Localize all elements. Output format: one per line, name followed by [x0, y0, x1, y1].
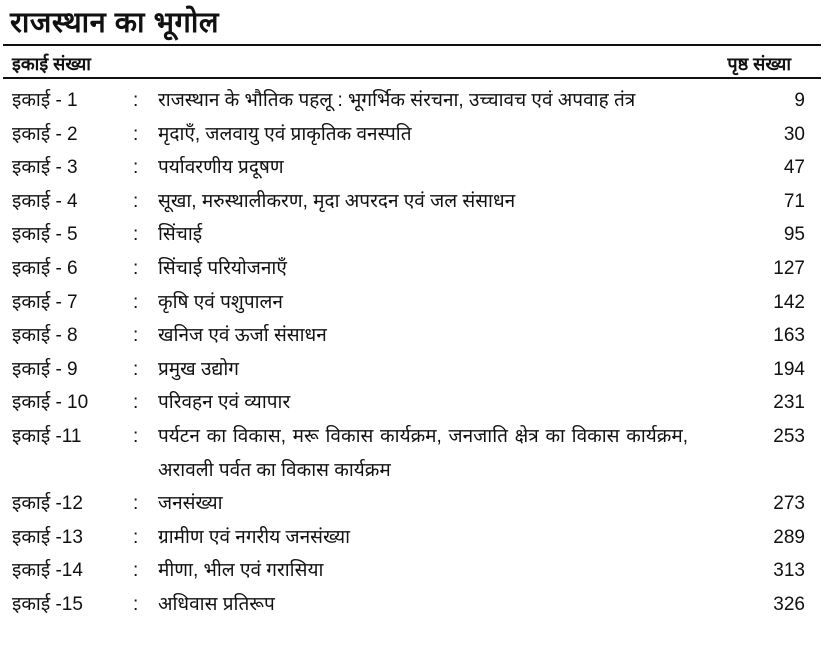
topic-title: खनिज एवं ऊर्जा संसाधन	[158, 325, 327, 347]
separator: :	[133, 392, 139, 414]
separator: :	[133, 526, 139, 548]
separator: :	[133, 257, 139, 279]
toc-entry[interactable]	[0, 185, 824, 219]
topic-title: मीणा, भील एवं गरासिया	[158, 560, 324, 582]
toc-entry[interactable]	[0, 319, 824, 353]
unit-label: इकाई - 4	[12, 190, 78, 212]
topic-title: ग्रामीण एवं नगरीय जनसंख्या	[158, 526, 351, 548]
separator: :	[133, 123, 139, 145]
title-divider	[3, 44, 821, 46]
page-number: 194	[773, 358, 805, 380]
toc-entry[interactable]	[0, 151, 824, 185]
page-number: 253	[773, 425, 805, 447]
unit-label: इकाई -15	[12, 593, 83, 615]
page-number: 231	[773, 392, 805, 414]
unit-label: इकाई -11	[12, 425, 82, 447]
toc-entry[interactable]	[0, 386, 824, 420]
unit-label: इकाई - 10	[12, 392, 89, 414]
separator: :	[133, 560, 139, 582]
unit-label: इकाई - 7	[12, 291, 78, 313]
separator: :	[133, 493, 139, 515]
unit-label: इकाई - 3	[12, 157, 78, 179]
page-number: 95	[783, 224, 805, 246]
page-number: 47	[783, 157, 805, 179]
toc-entry[interactable]	[0, 252, 824, 286]
separator: :	[133, 325, 139, 347]
separator: :	[133, 190, 139, 212]
unit-label: इकाई - 2	[12, 123, 78, 145]
separator: :	[133, 593, 139, 615]
toc-entry[interactable]	[0, 84, 824, 118]
topic-title: प्रमुख उद्योग	[158, 358, 239, 380]
toc-entry[interactable]	[0, 420, 824, 487]
unit-label: इकाई - 5	[12, 224, 78, 246]
page-number: 163	[773, 325, 805, 347]
topic-title: सूखा, मरुस्थालीकरण, मृदा अपरदन एवं जल संसाधन	[158, 190, 516, 212]
page-number: 71	[783, 190, 805, 212]
toc-entry[interactable]	[0, 588, 824, 622]
separator: :	[133, 291, 139, 313]
topic-title: पर्यटन का विकास, मरू विकास कार्यक्रम, जनजाति क्षेत्र का विकास कार्यक्रम, अरावली पर्वत का विकास कार्यक्रम	[158, 425, 688, 481]
page-number: 313	[773, 560, 805, 582]
separator: :	[133, 425, 139, 447]
topic-title: सिंचाई	[158, 224, 203, 246]
page-number: 30	[783, 123, 805, 145]
separator: :	[133, 90, 139, 111]
topic-title: जनसंख्या	[158, 493, 223, 515]
header-divider	[3, 77, 821, 79]
toc-entry[interactable]	[0, 218, 824, 252]
topic-title: मृदाएँ, जलवायु एवं प्राकृतिक वनस्पति	[158, 123, 412, 145]
topic-title: सिंचाई परियोजनाएँ	[158, 257, 287, 279]
separator: :	[133, 224, 139, 246]
unit-label: इकाई - 6	[12, 257, 78, 279]
unit-label: इकाई - 9	[12, 358, 78, 380]
unit-column-header: इकाई संख्या	[12, 54, 91, 74]
toc-entry[interactable]	[0, 353, 824, 387]
separator: :	[133, 358, 139, 380]
unit-label: इकाई - 8	[12, 325, 78, 347]
page-number: 273	[773, 493, 805, 515]
contents-list	[0, 84, 824, 622]
unit-label: इकाई -14	[12, 560, 83, 582]
page-column-header: पृष्ठ संख्या	[727, 54, 791, 74]
unit-label: इकाई - 1	[12, 90, 78, 111]
toc-entry[interactable]	[0, 286, 824, 320]
topic-title: परिवहन एवं व्यापार	[158, 392, 291, 414]
page-number: 142	[773, 291, 805, 313]
topic-title: राजस्थान के भौतिक पहलू : भूगर्भिक संरचना, उच्चावच एवं अपवाह तंत्र	[158, 90, 636, 111]
topic-title: पर्यावरणीय प्रदूषण	[158, 157, 284, 179]
topic-title: कृषि एवं पशुपालन	[158, 291, 283, 313]
page-number: 9	[794, 90, 805, 111]
page-number: 289	[773, 526, 805, 548]
page-number: 326	[773, 593, 805, 615]
toc-entry[interactable]	[0, 521, 824, 555]
toc-entry[interactable]	[0, 118, 824, 152]
unit-label: इकाई -12	[12, 493, 83, 515]
toc-entry[interactable]	[0, 487, 824, 521]
separator: :	[133, 157, 139, 179]
page-number: 127	[773, 257, 805, 279]
topic-title: अधिवास प्रतिरूप	[158, 593, 275, 615]
toc-entry[interactable]	[0, 554, 824, 588]
document-title: राजस्थान का भूगोल	[10, 7, 220, 39]
unit-label: इकाई -13	[12, 526, 83, 548]
